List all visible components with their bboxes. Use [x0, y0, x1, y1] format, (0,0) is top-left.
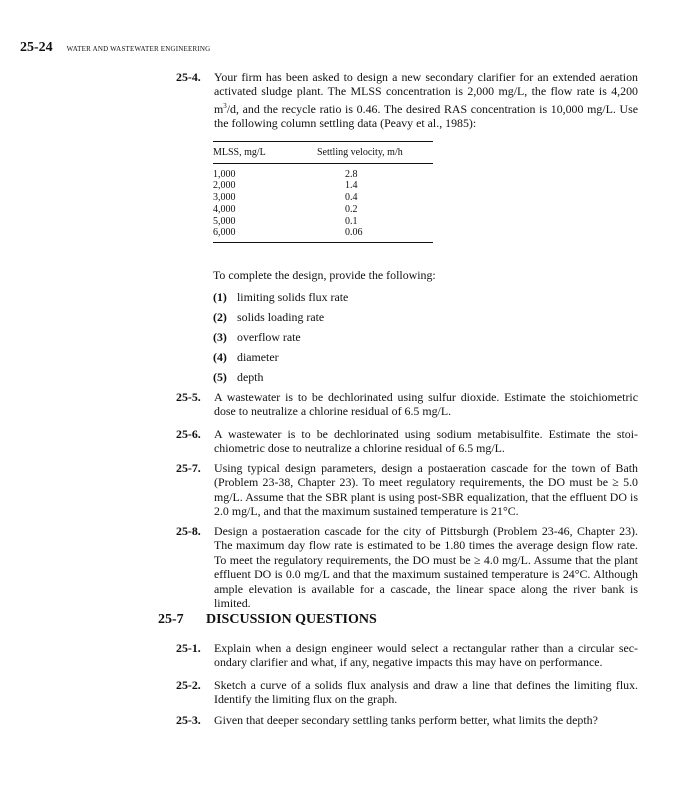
table-row: 4,000 0.2 — [213, 203, 358, 215]
problem-number: 25-6. — [176, 427, 201, 441]
problem-text: A wastewater is to be dechlorinated using sodium metabisulfite. Estimate the stoichiometric dose to neutralize a chlorine residual of 6.5 mg/L. — [214, 427, 638, 456]
question-number: 25-2. — [176, 678, 201, 692]
question-text: Sketch a curve of a solids flux analysis and draw a line that defines the limiting flux. Identify the limiting flux on the graph. — [214, 678, 638, 707]
table-row: 2,000 1.4 — [213, 180, 358, 192]
problem-25-6 — [176, 427, 638, 456]
list-item: (1) limiting solids flux rate — [213, 290, 349, 304]
table-header: MLSS, mg/L — [213, 142, 317, 164]
discussion-25-1 — [176, 641, 638, 670]
table-row: 5,000 0.1 — [213, 215, 358, 227]
page-number: 25-24 — [20, 40, 53, 55]
problem-number: 25-4. — [176, 70, 201, 84]
problem-25-4 — [176, 70, 638, 131]
problem-number: 25-5. — [176, 390, 201, 404]
question-number: 25-1. — [176, 641, 201, 655]
problem-number: 25-8. — [176, 524, 201, 538]
problem-text: Design a postaeration cascade for the city of Pittsburgh (Problem 23-46, Chapter 23). The maximum day flow rate is estimated to be 1.80 times the average design flow rate. To meet the regulatory requirements, the DO must be ≥ 4.0 mg/L. Assume that the plant effluent DO is 0.0 mg/L and that the maximum sustained temperature is 24°C. Although ample elevation is available for a cascade, the linear space along the river bank is limited. — [214, 524, 638, 611]
list-item: (5) depth — [213, 370, 264, 384]
requirements-intro: To complete the design, provide the following: — [213, 268, 436, 282]
section-heading — [158, 612, 377, 628]
running-title: WATER AND WASTEWATER ENGINEERING — [66, 45, 211, 53]
table-header: Settling velocity, m/h — [317, 142, 433, 164]
list-item: (4) diameter — [213, 350, 279, 364]
table-row: 6,000 0.06 — [213, 227, 433, 242]
question-number: 25-3. — [176, 713, 201, 727]
problem-25-7 — [176, 461, 638, 519]
question-text: Explain when a design engineer would select a rectangular rather than a circular secondary clarifier and what, if any, negative impacts this may have on performance. — [214, 641, 638, 670]
list-item: (2) solids loading rate — [213, 310, 325, 324]
page-header — [20, 38, 210, 56]
settling-data-table — [213, 141, 433, 243]
problem-text: Your firm has been asked to design a new secondary clarifier for an extended aeration activated sludge plant. The MLSS concentration is 2,000 mg/L, the flow rate is 4,200 $m^3/d$, and the recycle ratio is 0.46. The desired RAS concentration is 10,000 mg/L. Use the following column settling data (Peavy et al., 1985): — [214, 70, 638, 131]
list-item: (3) overflow rate — [213, 330, 301, 344]
problem-text: Using typical design parameters, design a postaeration cascade for the town of Bath (Problem 23-38, Chapter 23). To meet regulatory requirements, the DO must be ≥ 5.0 mg/L. Assume that the SBR plant is using post-SBR equalization, that the effluent DO is 2.0 mg/L, and that the maximum sustained temperature is 21°C. — [214, 461, 638, 519]
problem-25-8 — [176, 524, 638, 610]
section-number: 25-7 — [158, 612, 184, 627]
table-row: 1,000 2.8 — [213, 168, 358, 180]
section-title: DISCUSSION QUESTIONS — [206, 612, 377, 627]
discussion-25-2 — [176, 678, 638, 707]
problem-text: A wastewater is to be dechlorinated using sulfur dioxide. Estimate the stoichiometric dose to neutralize a chlorine residual of 6.5 mg/L. — [214, 390, 638, 419]
problem-number: 25-7. — [176, 461, 201, 475]
question-text: Given that deeper secondary settling tanks perform better, what limits the depth? — [214, 713, 598, 727]
table-row: 3,000 0.4 — [213, 192, 358, 204]
discussion-25-3 — [176, 713, 638, 727]
problem-25-5 — [176, 390, 638, 419]
